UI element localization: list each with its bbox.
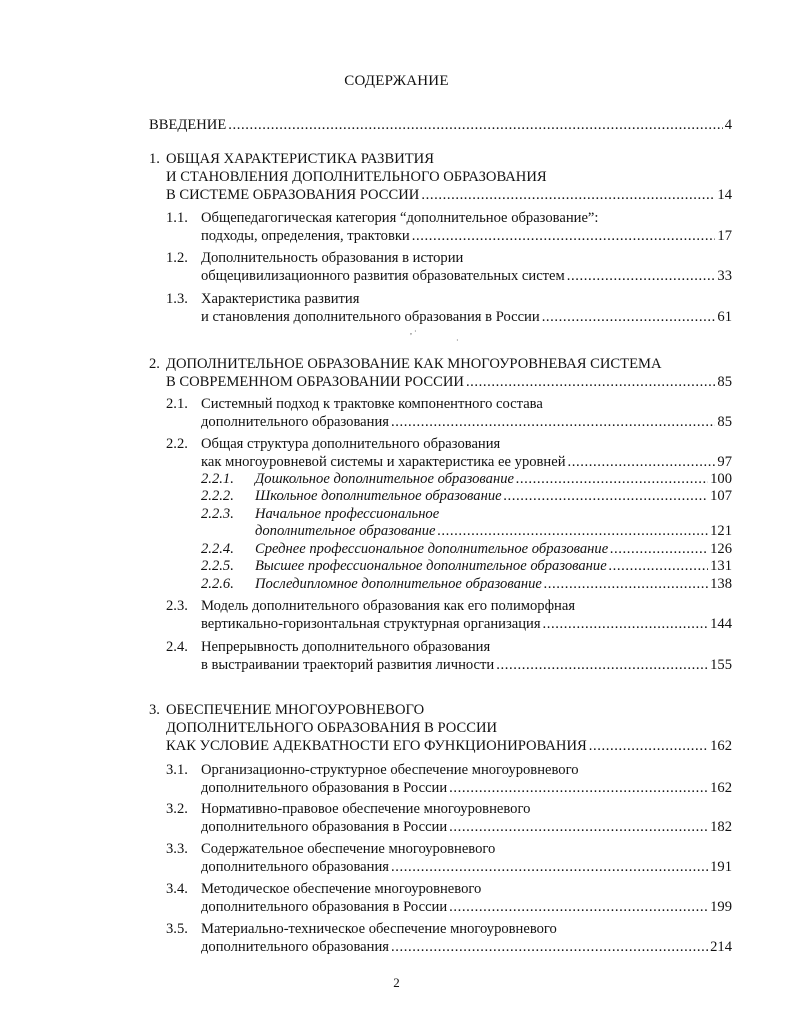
toc-entry-2-4 bbox=[201, 656, 732, 674]
toc-entry-chapter-1 bbox=[166, 186, 732, 204]
leader-dots bbox=[421, 186, 715, 204]
toc-page-number: 162 bbox=[710, 780, 732, 796]
section-number: 3.5. bbox=[166, 921, 188, 937]
subsection-title-line: дополнительное образование bbox=[255, 523, 436, 539]
toc-page-number: 85 bbox=[717, 414, 732, 430]
leader-dots bbox=[412, 227, 716, 245]
section-title-line: дополнительного образования в России bbox=[201, 899, 448, 915]
toc-entry-2-2-2 bbox=[255, 487, 732, 505]
toc-page-number: 182 bbox=[710, 819, 732, 835]
chapter-title-line: И СТАНОВЛЕНИЯ ДОПОЛНИТЕЛЬНОГО ОБРАЗОВАНИЯ bbox=[166, 169, 547, 185]
section-title-line: Дополнительность образования в истории bbox=[201, 250, 464, 266]
leader-dots bbox=[609, 557, 708, 575]
toc-entry-chapter-2 bbox=[166, 373, 732, 391]
chapter-title-line: ДОПОЛНИТЕЛЬНОГО ОБРАЗОВАНИЯ В РОССИИ bbox=[166, 720, 498, 736]
page-title: СОДЕРЖАНИЕ bbox=[344, 73, 449, 89]
section-title-line: Содержательное обеспечение многоуровневого bbox=[201, 841, 496, 857]
chapter-title-line: ДОПОЛНИТЕЛЬНОЕ ОБРАЗОВАНИЕ КАК МНОГОУРОВНЕВАЯ СИСТЕМА bbox=[166, 356, 662, 372]
toc-page-number: 107 bbox=[710, 488, 732, 504]
section-title-line: дополнительного образования в России bbox=[201, 780, 448, 796]
leader-dots bbox=[543, 615, 709, 633]
leader-dots bbox=[391, 858, 708, 876]
scan-speck: , · bbox=[410, 327, 417, 336]
section-title-line: Методическое обеспечение многоуровневого bbox=[201, 881, 482, 897]
section-title-line: Характеристика развития bbox=[201, 291, 360, 307]
leader-dots bbox=[449, 818, 708, 836]
leader-dots bbox=[542, 308, 716, 326]
toc-page-number: 121 bbox=[710, 523, 732, 539]
toc-entry-2-3 bbox=[201, 615, 732, 633]
toc-entry-2-2 bbox=[201, 453, 732, 471]
toc-page-number: 33 bbox=[717, 268, 732, 284]
toc-entry-2-2-1 bbox=[255, 470, 732, 488]
section-title-line: Общепедагогическая категория “дополнительное образование”: bbox=[201, 210, 599, 226]
toc-page-number: 97 bbox=[717, 454, 732, 470]
chapter-number: 3. bbox=[149, 702, 160, 718]
subsection-number: 2.2.1. bbox=[201, 471, 234, 487]
subsection-title: Дошкольное дополнительное образование bbox=[255, 471, 514, 487]
chapter-title-line: В СОВРЕМЕННОМ ОБРАЗОВАНИИ РОССИИ bbox=[166, 374, 464, 390]
section-number: 3.2. bbox=[166, 801, 188, 817]
leader-dots bbox=[466, 373, 715, 391]
subsection-title-line: Начальное профессиональное bbox=[255, 506, 440, 522]
section-title-line: Материально-техническое обеспечение многоуровневого bbox=[201, 921, 557, 937]
toc-entry-3-4 bbox=[201, 898, 732, 916]
section-title-line: дополнительного образования bbox=[201, 939, 389, 955]
toc-page-number: 138 bbox=[710, 576, 732, 592]
toc-entry-3-3 bbox=[201, 858, 732, 876]
scan-speck: · bbox=[456, 336, 459, 345]
toc-page-number: 131 bbox=[710, 558, 732, 574]
leader-dots bbox=[449, 779, 708, 797]
subsection-title: Высшее профессиональное дополнительное образование bbox=[255, 558, 607, 574]
section-number: 2.2. bbox=[166, 436, 188, 452]
chapter-number: 1. bbox=[149, 151, 160, 167]
section-title-line: Модель дополнительного образования как его полиморфная bbox=[201, 598, 576, 614]
section-title-line: общецивилизационного развития образовательных систем bbox=[201, 268, 565, 284]
chapter-title-line: ОБЩАЯ ХАРАКТЕРИСТИКА РАЗВИТИЯ bbox=[166, 151, 434, 167]
subsection-number: 2.2.6. bbox=[201, 576, 234, 592]
toc-entry-3-1 bbox=[201, 779, 732, 797]
toc-entry-1-2 bbox=[201, 267, 732, 285]
subsection-number: 2.2.4. bbox=[201, 541, 234, 557]
leader-dots bbox=[504, 487, 709, 505]
section-title-line: дополнительного образования bbox=[201, 859, 389, 875]
toc-entry-2-2-3 bbox=[255, 522, 732, 540]
section-title-line: дополнительного образования в России bbox=[201, 819, 448, 835]
chapter-number: 2. bbox=[149, 356, 160, 372]
subsection-number: 2.2.5. bbox=[201, 558, 234, 574]
section-number: 1.1. bbox=[166, 210, 188, 226]
toc-entry-2-1 bbox=[201, 413, 732, 431]
leader-dots bbox=[228, 116, 722, 134]
toc-page-number: 144 bbox=[710, 616, 732, 632]
leader-dots bbox=[544, 575, 708, 593]
section-number: 3.3. bbox=[166, 841, 188, 857]
page-number: 2 bbox=[393, 975, 400, 990]
subsection-title: Последипломное дополнительное образование bbox=[255, 576, 542, 592]
chapter-title-line: КАК УСЛОВИЕ АДЕКВАТНОСТИ ЕГО ФУНКЦИОНИРОВАНИЯ bbox=[166, 738, 587, 754]
leader-dots bbox=[391, 938, 708, 956]
section-title-line: как многоуровневой системы и характеристика ее уровней bbox=[201, 454, 566, 470]
section-title-line: Организационно-структурное обеспечение многоуровневого bbox=[201, 762, 579, 778]
leader-dots bbox=[589, 737, 708, 755]
section-number: 3.1. bbox=[166, 762, 188, 778]
leader-dots bbox=[567, 267, 716, 285]
toc-page-number: 126 bbox=[710, 541, 732, 557]
toc-entry-chapter-3 bbox=[166, 737, 732, 755]
toc-page-number: 17 bbox=[717, 228, 732, 244]
subsection-title: Школьное дополнительное образование bbox=[255, 488, 502, 504]
toc-page-number: 14 bbox=[717, 187, 732, 203]
leader-dots bbox=[496, 656, 708, 674]
section-number: 2.1. bbox=[166, 396, 188, 412]
section-title-line: в выстраивании траекторий развития личности bbox=[201, 657, 495, 673]
toc-entry-2-2-4 bbox=[255, 540, 732, 558]
toc-page-number: 4 bbox=[724, 117, 732, 133]
subsection-number: 2.2.2. bbox=[201, 488, 234, 504]
toc-entry-intro bbox=[149, 116, 732, 134]
section-title-line: и становления дополнительного образования в России bbox=[201, 309, 540, 325]
toc-entry-2-2-6 bbox=[255, 575, 732, 593]
section-number: 1.3. bbox=[166, 291, 188, 307]
toc-page-number: 214 bbox=[710, 939, 732, 955]
toc-entry-3-5 bbox=[201, 938, 732, 956]
toc-entry-1-1 bbox=[201, 227, 732, 245]
section-title-line: Общая структура дополнительного образования bbox=[201, 436, 501, 452]
section-title-line: дополнительного образования bbox=[201, 414, 389, 430]
toc-entry-text: ВВЕДЕНИЕ bbox=[149, 117, 227, 133]
section-number: 2.3. bbox=[166, 598, 188, 614]
section-title-line: вертикально-горизонтальная структурная организация bbox=[201, 616, 541, 632]
toc-page-number: 191 bbox=[710, 859, 732, 875]
leader-dots bbox=[568, 453, 716, 471]
toc-entry-1-3 bbox=[201, 308, 732, 326]
toc-page-number: 199 bbox=[710, 899, 732, 915]
toc-page-number: 162 bbox=[710, 738, 732, 754]
section-title-line: Нормативно-правовое обеспечение многоуровневого bbox=[201, 801, 531, 817]
toc-entry-3-2 bbox=[201, 818, 732, 836]
toc-page-number: 155 bbox=[710, 657, 732, 673]
subsection-title: Среднее профессиональное дополнительное образование bbox=[255, 541, 609, 557]
section-number: 3.4. bbox=[166, 881, 188, 897]
chapter-title-line: ОБЕСПЕЧЕНИЕ МНОГОУРОВНЕВОГО bbox=[166, 702, 425, 718]
toc-page-number: 61 bbox=[717, 309, 732, 325]
chapter-title-line: В СИСТЕМЕ ОБРАЗОВАНИЯ РОССИИ bbox=[166, 187, 420, 203]
section-number: 2.4. bbox=[166, 639, 188, 655]
leader-dots bbox=[610, 540, 708, 558]
section-title-line: Непрерывность дополнительного образования bbox=[201, 639, 491, 655]
subsection-number: 2.2.3. bbox=[201, 506, 234, 522]
leader-dots bbox=[391, 413, 715, 431]
section-title-line: подходы, определения, трактовки bbox=[201, 228, 410, 244]
toc-entry-2-2-5 bbox=[255, 557, 732, 575]
leader-dots bbox=[438, 522, 709, 540]
section-number: 1.2. bbox=[166, 250, 188, 266]
toc-page-number: 85 bbox=[717, 374, 732, 390]
section-title-line: Системный подход к трактовке компонентного состава bbox=[201, 396, 543, 412]
leader-dots bbox=[516, 470, 708, 488]
toc-page-number: 100 bbox=[710, 471, 732, 487]
leader-dots bbox=[449, 898, 708, 916]
